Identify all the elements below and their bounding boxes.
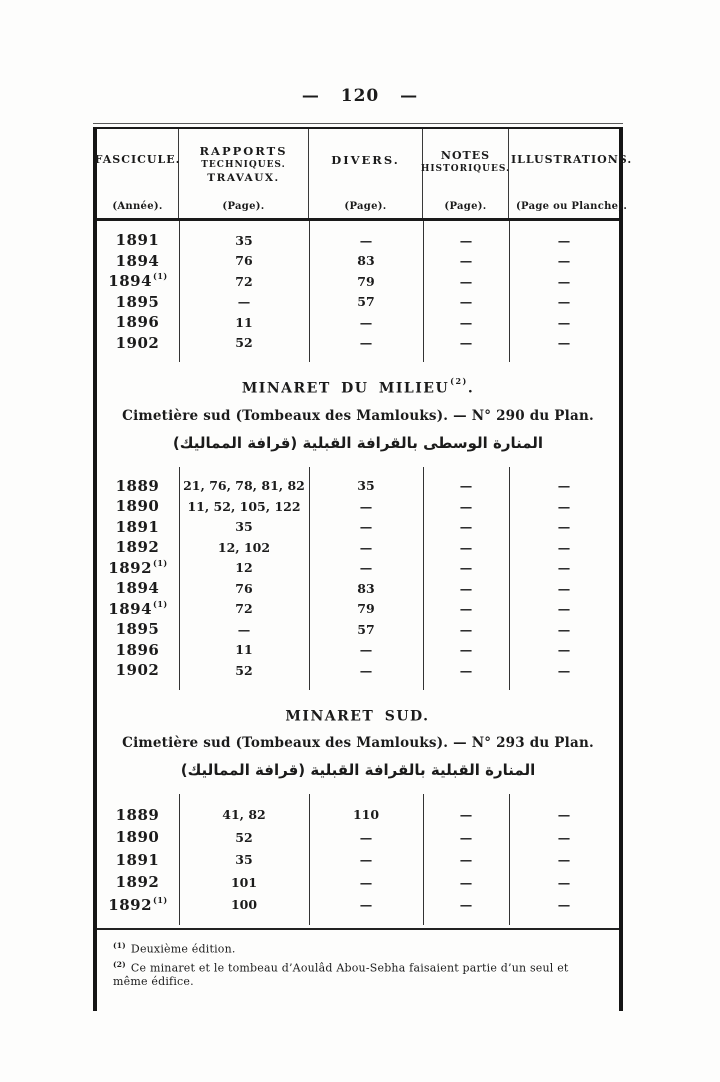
illustrations-cell: —: [557, 601, 571, 617]
divers-cell: —: [359, 335, 373, 351]
illustrations-cell: —: [557, 314, 571, 330]
divers-cell: 35: [357, 478, 375, 494]
notes-cell: —: [459, 560, 473, 576]
column-divider: [179, 221, 180, 362]
notes-cell: —: [459, 874, 473, 890]
data-block-2: [97, 467, 619, 690]
year-cell: 1894$^{(1)}$: [108, 271, 168, 291]
notes-cell: —: [459, 642, 473, 658]
footnotes: [97, 930, 619, 1011]
year-cell: 1892$^{(1)}$: [108, 557, 168, 577]
column-divider: [423, 221, 424, 362]
illustrations-cell: —: [557, 335, 571, 351]
table-row: [97, 271, 619, 292]
divers-cell: —: [359, 314, 373, 330]
divers-cell: 83: [357, 253, 375, 269]
year-cell: 1889: [115, 805, 160, 824]
table-row: [97, 517, 619, 538]
rapports-cell: 101: [230, 874, 258, 890]
table-row: [97, 619, 619, 640]
year-cell: 1892$^{(1)}$: [108, 894, 168, 914]
data-block-1: [97, 221, 619, 362]
column-divider: [179, 794, 180, 925]
footnote-ref: (1): [153, 271, 168, 282]
year-cell: 1890: [115, 497, 160, 516]
divers-cell: 57: [357, 621, 375, 637]
divers-cell: —: [359, 519, 373, 535]
header-label: HISTORIQUES.: [420, 164, 511, 175]
footnote-marker: (2): [113, 960, 126, 970]
year-cell: 1902: [115, 333, 160, 352]
section-heading-minaret-sud: [97, 690, 619, 795]
illustrations-cell: —: [557, 829, 571, 845]
illustrations-cell: —: [557, 642, 571, 658]
data-block-3: [97, 794, 619, 925]
illustrations-cell: —: [557, 897, 571, 913]
rapports-cell: 11: [235, 642, 253, 658]
notes-cell: —: [459, 314, 473, 330]
rapports-cell: 11, 52, 105, 122: [187, 498, 301, 514]
header-fascicule: [94, 129, 181, 218]
column-divider: [509, 794, 510, 925]
notes-cell: —: [459, 335, 473, 351]
notes-cell: —: [459, 601, 473, 617]
divers-cell: —: [359, 662, 373, 678]
page-number: — 120 —: [301, 86, 419, 106]
divers-cell: —: [359, 498, 373, 514]
divers-cell: —: [359, 852, 373, 868]
notes-cell: —: [459, 253, 473, 269]
year-cell: 1896: [115, 640, 160, 659]
section-title: MINARET SUD.: [285, 708, 430, 725]
table-row: [97, 312, 619, 333]
table-row: [97, 333, 619, 354]
header-divers: [309, 129, 423, 218]
rapports-cell: 35: [235, 519, 253, 535]
column-divider: [423, 467, 424, 690]
column-divider: [309, 467, 310, 690]
footnote-ref: (2): [450, 376, 468, 386]
table-row: [97, 292, 619, 313]
year-cell: 1894: [115, 251, 160, 270]
illustrations-cell: —: [557, 560, 571, 576]
notes-cell: —: [459, 519, 473, 535]
year-cell: 1890: [115, 828, 160, 847]
table-row: [97, 803, 619, 826]
section-arabic-title: المنارة الوسطى بالقرافة القبلية (قرافة المماليك): [172, 433, 544, 452]
rapports-cell: 76: [235, 580, 253, 596]
rapports-cell: 52: [235, 662, 253, 678]
illustrations-cell: —: [557, 253, 571, 269]
year-cell: 1894$^{(1)}$: [108, 598, 168, 618]
header-sublabel: (Année).: [112, 200, 163, 212]
footnote: [113, 960, 605, 988]
header-label: DIVERS.: [331, 153, 400, 167]
section-subtitle: Cimetière sud (Tombeaux des Mamlouks). — N° 293 du Plan.: [122, 735, 594, 752]
rapports-cell: 21, 76, 78, 81, 82: [183, 478, 305, 494]
header-label: TRAVAUX.: [207, 172, 280, 185]
illustrations-cell: —: [557, 662, 571, 678]
table-row: [97, 871, 619, 894]
column-divider: [509, 467, 510, 690]
header-sublabel: (Page).: [444, 200, 487, 212]
year-cell: 1891: [115, 517, 160, 536]
table-row: [97, 599, 619, 620]
section-arabic-title: المنارة القبلية بالقرافة القبلية (قرافة المماليك): [180, 761, 536, 780]
notes-cell: —: [459, 294, 473, 310]
footnote-marker: (1): [113, 940, 126, 950]
divers-cell: —: [359, 897, 373, 913]
section-subtitle: Cimetière sud (Tombeaux des Mamlouks). — N° 290 du Plan.: [122, 407, 594, 424]
divers-cell: —: [359, 560, 373, 576]
notes-cell: —: [459, 662, 473, 678]
divers-cell: —: [359, 829, 373, 845]
notes-cell: —: [459, 852, 473, 868]
illustrations-cell: —: [557, 232, 571, 248]
notes-cell: —: [459, 829, 473, 845]
table-row: [97, 537, 619, 558]
year-cell: 1896: [115, 313, 160, 332]
header-label: ILLUSTRATIONS.: [511, 153, 633, 167]
column-divider: [423, 794, 424, 925]
rapports-cell: 12: [235, 560, 253, 576]
divers-cell: —: [359, 232, 373, 248]
catalog-table: [93, 127, 633, 1011]
year-cell: 1895: [115, 292, 160, 311]
footnote-text: Ce minaret et le tombeau d’Aoulâd Abou-Sebha faisaient partie d’un seul et même édifice.: [113, 962, 569, 989]
year-cell: 1891: [115, 850, 160, 869]
section-title: MINARET DU MILIEU$^{(2)}$.: [241, 376, 475, 397]
divers-cell: 79: [357, 601, 375, 617]
header-label: NOTES: [440, 149, 491, 163]
table-row: [97, 230, 619, 251]
notes-cell: —: [459, 580, 473, 596]
divers-cell: 57: [357, 294, 375, 310]
illustrations-cell: —: [557, 478, 571, 494]
column-divider: [179, 467, 180, 690]
year-cell: 1891: [115, 231, 160, 250]
notes-cell: —: [459, 478, 473, 494]
table-row: [97, 578, 619, 599]
column-divider: [509, 221, 510, 362]
divers-cell: 110: [352, 807, 380, 823]
illustrations-cell: —: [557, 519, 571, 535]
illustrations-cell: —: [557, 621, 571, 637]
divers-cell: —: [359, 642, 373, 658]
illustrations-cell: —: [557, 273, 571, 289]
rapports-cell: —: [237, 294, 251, 310]
table-row: [97, 251, 619, 272]
notes-cell: —: [459, 807, 473, 823]
rapports-cell: 35: [235, 232, 253, 248]
footnote-ref: (1): [153, 894, 168, 905]
table-row: [97, 640, 619, 661]
header-label: RAPPORTS: [199, 144, 288, 159]
column-divider: [309, 794, 310, 925]
divers-cell: —: [359, 539, 373, 555]
year-cell: 1894: [115, 579, 160, 598]
notes-cell: —: [459, 273, 473, 289]
rapports-cell: 72: [235, 601, 253, 617]
divers-cell: 79: [357, 273, 375, 289]
divers-cell: 83: [357, 580, 375, 596]
rapports-cell: 72: [235, 273, 253, 289]
header-sublabel: (Page ou Planche).: [516, 200, 628, 212]
column-divider: [309, 221, 310, 362]
year-cell: 1892: [115, 538, 160, 557]
year-cell: 1892: [115, 873, 160, 892]
rapports-cell: 52: [235, 829, 253, 845]
notes-cell: —: [459, 498, 473, 514]
illustrations-cell: —: [557, 539, 571, 555]
illustrations-cell: —: [557, 498, 571, 514]
header-label: FASCICULE.: [94, 153, 181, 167]
illustrations-cell: —: [557, 852, 571, 868]
table-row: [97, 558, 619, 579]
rapports-cell: 11: [235, 314, 253, 330]
rapports-cell: 76: [235, 253, 253, 269]
illustrations-cell: —: [557, 580, 571, 596]
header-illustrations: [509, 129, 634, 218]
table-row: [97, 496, 619, 517]
header-sublabel: (Page).: [344, 201, 387, 212]
footnote-text: Deuxième édition.: [130, 942, 236, 956]
table-row: [97, 826, 619, 849]
rapports-cell: 52: [235, 335, 253, 351]
notes-cell: —: [459, 539, 473, 555]
year-cell: 1895: [115, 620, 160, 639]
table-row: [97, 660, 619, 681]
header-notes: [420, 129, 511, 218]
illustrations-cell: —: [557, 807, 571, 823]
section-heading-minaret-du-milieu: [97, 362, 619, 467]
rapports-cell: —: [237, 621, 251, 637]
table-row: [97, 893, 619, 916]
divers-cell: —: [359, 874, 373, 890]
year-cell: 1889: [115, 476, 160, 495]
footnote: [113, 941, 605, 956]
rapports-cell: 35: [235, 852, 253, 868]
rapports-cell: 12, 102: [217, 539, 271, 555]
rapports-cell: 100: [230, 897, 258, 913]
table-header: [94, 129, 633, 221]
year-cell: 1902: [115, 661, 160, 680]
footnote-ref: (1): [153, 598, 168, 609]
table-row: [97, 848, 619, 871]
illustrations-cell: —: [557, 294, 571, 310]
notes-cell: —: [459, 621, 473, 637]
footnote-ref: (1): [153, 557, 168, 568]
notes-cell: —: [459, 232, 473, 248]
table-row: [97, 476, 619, 497]
header-sublabel: (Page).: [222, 200, 265, 212]
illustrations-cell: —: [557, 874, 571, 890]
header-label: TECHNIQUES.: [201, 160, 286, 171]
header-rapports: [179, 129, 309, 218]
rapports-cell: 41, 82: [222, 807, 266, 823]
notes-cell: —: [459, 897, 473, 913]
